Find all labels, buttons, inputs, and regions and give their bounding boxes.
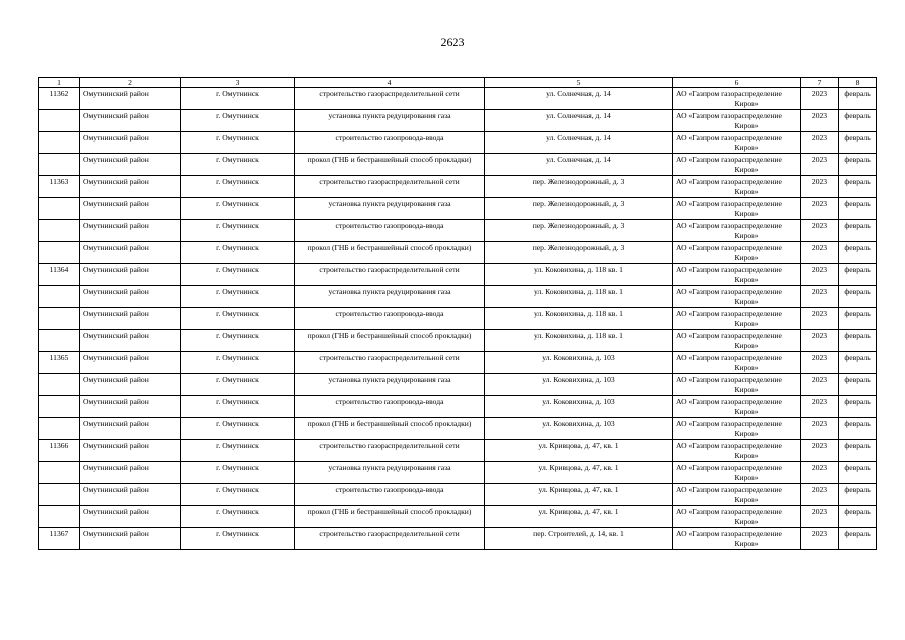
table-row (39, 440, 877, 462)
month-cell: февраль (839, 110, 877, 132)
row-id-cell (39, 506, 80, 528)
year-cell: 2023 (801, 330, 839, 352)
organization-cell (673, 330, 801, 352)
row-id-cell (39, 242, 80, 264)
organization-line-1: АО «Газпром газораспределение (676, 441, 782, 450)
organization-line-2: Киров» (734, 385, 759, 394)
district-cell: Омутнинский район (80, 440, 181, 462)
column-header: 8 (839, 78, 877, 88)
organization-cell (673, 286, 801, 308)
row-id-cell (39, 374, 80, 396)
organization-cell (673, 374, 801, 396)
year-cell: 2023 (801, 440, 839, 462)
organization-line-1: АО «Газпром газораспределение (676, 133, 782, 142)
district-cell: Омутнинский район (80, 374, 181, 396)
column-header: 1 (39, 78, 80, 88)
district-cell: Омутнинский район (80, 220, 181, 242)
row-id-cell: 11364 (39, 264, 80, 286)
table-row (39, 462, 877, 484)
address-cell: ул. Коковихина, д. 103 (485, 396, 673, 418)
organization-line-1: АО «Газпром газораспределение (676, 177, 782, 186)
city-cell: г. Омутнинск (181, 528, 295, 550)
month-cell: февраль (839, 176, 877, 198)
year-cell: 2023 (801, 418, 839, 440)
column-header: 2 (80, 78, 181, 88)
address-cell: ул. Коковихина, д. 118 кв. 1 (485, 308, 673, 330)
organization-cell (673, 352, 801, 374)
organization-cell (673, 308, 801, 330)
month-cell: февраль (839, 418, 877, 440)
year-cell: 2023 (801, 220, 839, 242)
district-cell: Омутнинский район (80, 110, 181, 132)
district-cell: Омутнинский район (80, 88, 181, 110)
district-cell: Омутнинский район (80, 528, 181, 550)
year-cell: 2023 (801, 110, 839, 132)
organization-cell (673, 242, 801, 264)
table-body (39, 88, 877, 550)
organization-cell (673, 440, 801, 462)
city-cell: г. Омутнинск (181, 88, 295, 110)
year-cell: 2023 (801, 396, 839, 418)
organization-line-2: Киров» (734, 451, 759, 460)
city-cell: г. Омутнинск (181, 418, 295, 440)
row-id-cell (39, 220, 80, 242)
row-id-cell (39, 418, 80, 440)
district-cell: Омутнинский район (80, 286, 181, 308)
organization-line-1: АО «Газпром газораспределение (676, 265, 782, 274)
address-cell: ул. Коковихина, д. 103 (485, 374, 673, 396)
organization-line-2: Киров» (734, 341, 759, 350)
year-cell: 2023 (801, 154, 839, 176)
district-cell: Омутнинский район (80, 462, 181, 484)
year-cell: 2023 (801, 132, 839, 154)
organization-cell (673, 176, 801, 198)
month-cell: февраль (839, 374, 877, 396)
work-type-cell: строительство газораспределительной сети (295, 440, 485, 462)
year-cell: 2023 (801, 506, 839, 528)
address-cell: пер. Железнодорожный, д. 3 (485, 176, 673, 198)
table-row (39, 528, 877, 550)
organization-line-1: АО «Газпром газораспределение (676, 375, 782, 384)
address-cell: пер. Железнодорожный, д. 3 (485, 220, 673, 242)
month-cell: февраль (839, 396, 877, 418)
address-cell: ул. Солнечная, д. 14 (485, 88, 673, 110)
city-cell: г. Омутнинск (181, 374, 295, 396)
row-id-cell (39, 484, 80, 506)
organization-line-2: Киров» (734, 319, 759, 328)
month-cell: февраль (839, 132, 877, 154)
city-cell: г. Омутнинск (181, 110, 295, 132)
address-cell: ул. Кривцова, д. 47, кв. 1 (485, 440, 673, 462)
table-row (39, 110, 877, 132)
city-cell: г. Омутнинск (181, 286, 295, 308)
row-id-cell (39, 308, 80, 330)
work-type-cell: строительство газораспределительной сети (295, 88, 485, 110)
table-row (39, 374, 877, 396)
row-id-cell (39, 154, 80, 176)
work-type-cell: установка пункта редуцирования газа (295, 374, 485, 396)
city-cell: г. Омутнинск (181, 462, 295, 484)
table-row (39, 396, 877, 418)
organization-line-1: АО «Газпром газораспределение (676, 221, 782, 230)
table-row (39, 286, 877, 308)
month-cell: февраль (839, 462, 877, 484)
year-cell: 2023 (801, 484, 839, 506)
district-cell: Омутнинский район (80, 484, 181, 506)
district-cell: Омутнинский район (80, 352, 181, 374)
row-id-cell (39, 132, 80, 154)
address-cell: ул. Солнечная, д. 14 (485, 110, 673, 132)
address-cell: ул. Кривцова, д. 47, кв. 1 (485, 462, 673, 484)
month-cell: февраль (839, 330, 877, 352)
table-row (39, 154, 877, 176)
organization-line-2: Киров» (734, 187, 759, 196)
row-id-cell (39, 396, 80, 418)
work-type-cell: строительство газораспределительной сети (295, 264, 485, 286)
table-row (39, 506, 877, 528)
district-cell: Омутнинский район (80, 154, 181, 176)
organization-line-1: АО «Газпром газораспределение (676, 199, 782, 208)
work-type-cell: установка пункта редуцирования газа (295, 110, 485, 132)
column-header: 3 (181, 78, 295, 88)
row-id-cell: 11365 (39, 352, 80, 374)
year-cell: 2023 (801, 462, 839, 484)
month-cell: февраль (839, 154, 877, 176)
organization-cell (673, 528, 801, 550)
work-type-cell: строительство газораспределительной сети (295, 352, 485, 374)
city-cell: г. Омутнинск (181, 264, 295, 286)
organization-line-2: Киров» (734, 143, 759, 152)
year-cell: 2023 (801, 242, 839, 264)
city-cell: г. Омутнинск (181, 176, 295, 198)
district-cell: Омутнинский район (80, 396, 181, 418)
row-id-cell (39, 462, 80, 484)
year-cell: 2023 (801, 198, 839, 220)
table-row (39, 198, 877, 220)
work-type-cell: прокол (ГНБ и бестраншейный способ прокладки) (295, 242, 485, 264)
work-type-cell: прокол (ГНБ и бестраншейный способ прокладки) (295, 418, 485, 440)
work-type-cell: прокол (ГНБ и бестраншейный способ прокладки) (295, 330, 485, 352)
organization-line-2: Киров» (734, 429, 759, 438)
city-cell: г. Омутнинск (181, 132, 295, 154)
address-cell: ул. Коковихина, д. 118 кв. 1 (485, 330, 673, 352)
city-cell: г. Омутнинск (181, 220, 295, 242)
city-cell: г. Омутнинск (181, 440, 295, 462)
table-row (39, 484, 877, 506)
table-row (39, 242, 877, 264)
page-number: 2623 (440, 35, 465, 49)
district-cell: Омутнинский район (80, 242, 181, 264)
year-cell: 2023 (801, 374, 839, 396)
work-type-cell: строительство газораспределительной сети (295, 176, 485, 198)
row-id-cell (39, 330, 80, 352)
month-cell: февраль (839, 352, 877, 374)
table-row (39, 264, 877, 286)
organization-line-1: АО «Газпром газораспределение (676, 353, 782, 362)
table-row (39, 132, 877, 154)
organization-line-1: АО «Газпром газораспределение (676, 485, 782, 494)
city-cell: г. Омутнинск (181, 308, 295, 330)
month-cell: февраль (839, 528, 877, 550)
city-cell: г. Омутнинск (181, 198, 295, 220)
work-type-cell: строительство газораспределительной сети (295, 528, 485, 550)
organization-line-1: АО «Газпром газораспределение (676, 287, 782, 296)
organization-line-2: Киров» (734, 297, 759, 306)
organization-cell (673, 396, 801, 418)
address-cell: ул. Коковихина, д. 103 (485, 418, 673, 440)
column-header: 4 (295, 78, 485, 88)
work-type-cell: строительство газопровода-ввода (295, 396, 485, 418)
month-cell: февраль (839, 440, 877, 462)
organization-line-1: АО «Газпром газораспределение (676, 397, 782, 406)
month-cell: февраль (839, 286, 877, 308)
organization-cell (673, 264, 801, 286)
organization-line-1: АО «Газпром газораспределение (676, 419, 782, 428)
organization-line-1: АО «Газпром газораспределение (676, 529, 782, 538)
organization-cell (673, 110, 801, 132)
work-type-cell: строительство газопровода-ввода (295, 220, 485, 242)
work-type-cell: прокол (ГНБ и бестраншейный способ прокладки) (295, 154, 485, 176)
city-cell: г. Омутнинск (181, 154, 295, 176)
organization-cell (673, 132, 801, 154)
district-cell: Омутнинский район (80, 132, 181, 154)
address-cell: пер. Железнодорожный, д. 3 (485, 242, 673, 264)
month-cell: февраль (839, 242, 877, 264)
month-cell: февраль (839, 264, 877, 286)
organization-line-1: АО «Газпром газораспределение (676, 507, 782, 516)
year-cell: 2023 (801, 286, 839, 308)
district-cell: Омутнинский район (80, 330, 181, 352)
organization-line-1: АО «Газпром газораспределение (676, 111, 782, 120)
city-cell: г. Омутнинск (181, 242, 295, 264)
address-cell: ул. Коковихина, д. 118 кв. 1 (485, 264, 673, 286)
column-header: 6 (673, 78, 801, 88)
address-cell: пер. Строителей, д. 14, кв. 1 (485, 528, 673, 550)
address-cell: пер. Железнодорожный, д. 3 (485, 198, 673, 220)
district-cell: Омутнинский район (80, 176, 181, 198)
district-cell: Омутнинский район (80, 198, 181, 220)
row-id-cell: 11367 (39, 528, 80, 550)
organization-line-1: АО «Газпром газораспределение (676, 89, 782, 98)
organization-line-2: Киров» (734, 121, 759, 130)
organization-line-1: АО «Газпром газораспределение (676, 463, 782, 472)
address-cell: ул. Солнечная, д. 14 (485, 154, 673, 176)
table-row (39, 330, 877, 352)
organization-line-2: Киров» (734, 165, 759, 174)
address-cell: ул. Солнечная, д. 14 (485, 132, 673, 154)
month-cell: февраль (839, 308, 877, 330)
work-type-cell: строительство газопровода-ввода (295, 308, 485, 330)
row-id-cell: 11363 (39, 176, 80, 198)
year-cell: 2023 (801, 176, 839, 198)
organization-line-2: Киров» (734, 253, 759, 262)
work-type-cell: строительство газопровода-ввода (295, 132, 485, 154)
organization-line-2: Киров» (734, 539, 759, 548)
city-cell: г. Омутнинск (181, 352, 295, 374)
city-cell: г. Омутнинск (181, 330, 295, 352)
organization-line-1: АО «Газпром газораспределение (676, 309, 782, 318)
year-cell: 2023 (801, 88, 839, 110)
year-cell: 2023 (801, 352, 839, 374)
table-row (39, 176, 877, 198)
city-cell: г. Омутнинск (181, 484, 295, 506)
organization-line-2: Киров» (734, 209, 759, 218)
table-row (39, 352, 877, 374)
organization-line-2: Киров» (734, 407, 759, 416)
organization-line-2: Киров» (734, 275, 759, 284)
column-header: 5 (485, 78, 673, 88)
month-cell: февраль (839, 220, 877, 242)
organization-cell (673, 506, 801, 528)
organization-cell (673, 220, 801, 242)
organization-cell (673, 154, 801, 176)
organization-cell (673, 198, 801, 220)
table-row (39, 418, 877, 440)
year-cell: 2023 (801, 308, 839, 330)
work-type-cell: установка пункта редуцирования газа (295, 462, 485, 484)
month-cell: февраль (839, 506, 877, 528)
year-cell: 2023 (801, 528, 839, 550)
month-cell: февраль (839, 484, 877, 506)
work-type-cell: установка пункта редуцирования газа (295, 286, 485, 308)
organization-line-1: АО «Газпром газораспределение (676, 155, 782, 164)
organization-line-1: АО «Газпром газораспределение (676, 243, 782, 252)
row-id-cell (39, 198, 80, 220)
district-cell: Омутнинский район (80, 264, 181, 286)
city-cell: г. Омутнинск (181, 396, 295, 418)
header-row (39, 78, 877, 88)
work-type-cell: установка пункта редуцирования газа (295, 198, 485, 220)
organization-line-2: Киров» (734, 231, 759, 240)
month-cell: февраль (839, 198, 877, 220)
organization-line-1: АО «Газпром газораспределение (676, 331, 782, 340)
address-cell: ул. Кривцова, д. 47, кв. 1 (485, 484, 673, 506)
table-row (39, 308, 877, 330)
organization-cell (673, 88, 801, 110)
organization-line-2: Киров» (734, 517, 759, 526)
row-id-cell: 11362 (39, 88, 80, 110)
month-cell: февраль (839, 88, 877, 110)
address-cell: ул. Кривцова, д. 47, кв. 1 (485, 506, 673, 528)
organization-cell (673, 418, 801, 440)
organization-line-2: Киров» (734, 495, 759, 504)
column-header: 7 (801, 78, 839, 88)
organization-line-2: Киров» (734, 99, 759, 108)
organization-cell (673, 484, 801, 506)
work-type-cell: строительство газопровода-ввода (295, 484, 485, 506)
district-cell: Омутнинский район (80, 308, 181, 330)
organization-line-2: Киров» (734, 473, 759, 482)
row-id-cell (39, 110, 80, 132)
work-type-cell: прокол (ГНБ и бестраншейный способ прокладки) (295, 506, 485, 528)
data-table (38, 77, 877, 550)
row-id-cell (39, 286, 80, 308)
district-cell: Омутнинский район (80, 418, 181, 440)
table-row (39, 88, 877, 110)
table-row (39, 220, 877, 242)
address-cell: ул. Коковихина, д. 103 (485, 352, 673, 374)
row-id-cell: 11366 (39, 440, 80, 462)
address-cell: ул. Коковихина, д. 118 кв. 1 (485, 286, 673, 308)
organization-line-2: Киров» (734, 363, 759, 372)
district-cell: Омутнинский район (80, 506, 181, 528)
year-cell: 2023 (801, 264, 839, 286)
organization-cell (673, 462, 801, 484)
city-cell: г. Омутнинск (181, 506, 295, 528)
